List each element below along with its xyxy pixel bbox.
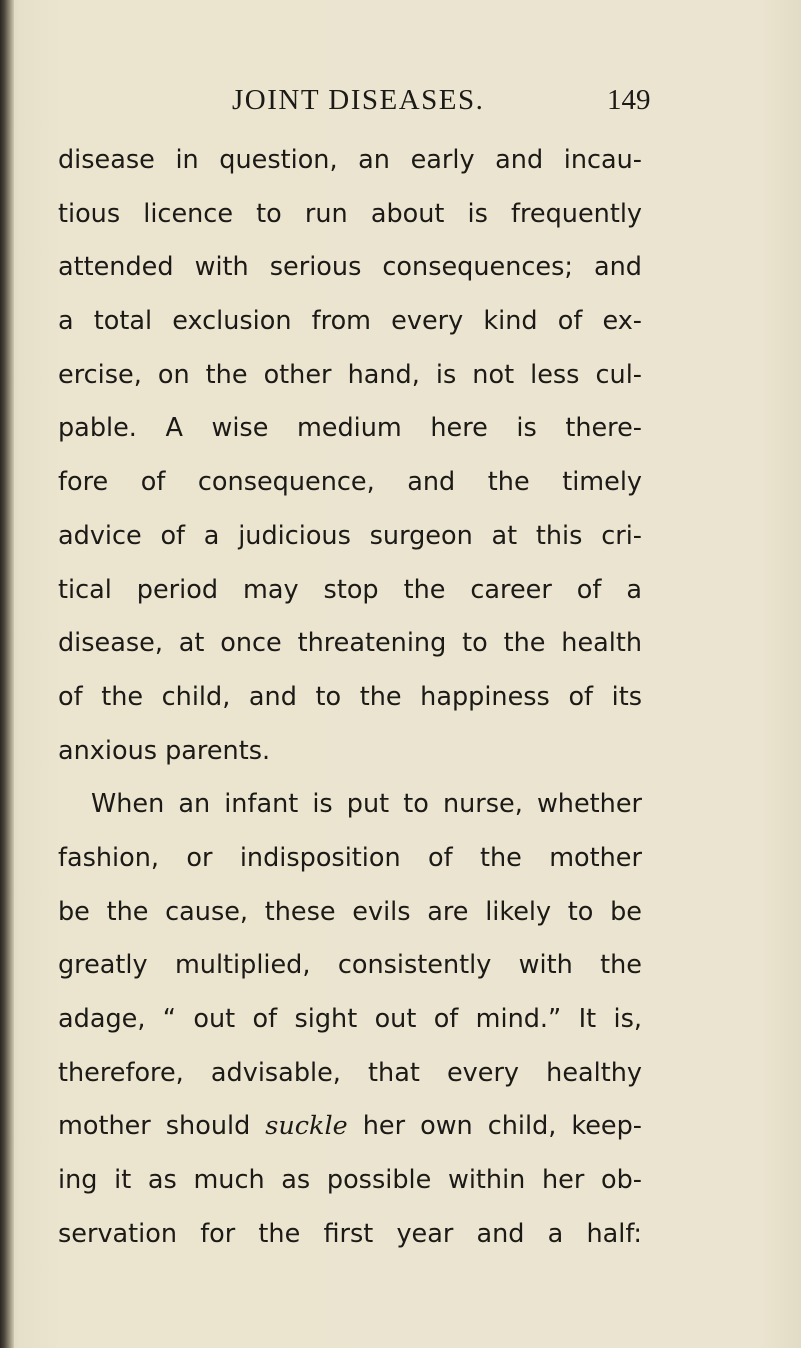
italic-word: suckle [265, 1111, 348, 1142]
page-number: 149 [607, 84, 651, 116]
text-line: adage, “ out of sight out of mind.” It is, [58, 1004, 642, 1034]
text-segment: mother should [58, 1111, 251, 1142]
book-gutter [0, 0, 14, 1348]
text-line: ing it as much as possible within her ob- [58, 1165, 642, 1196]
text-line: disease in question, an early and incau- [58, 145, 642, 175]
text-segment: her own child, keep- [362, 1111, 642, 1142]
text-line: fashion, or indisposition of the mother [58, 842, 642, 873]
text-line: pable. A wise medium here is there- [58, 413, 642, 444]
text-line: a total exclusion from every kind of ex- [58, 306, 642, 337]
text-line: fore of consequence, and the timely [58, 467, 642, 498]
text-line: attended with serious consequences; and [58, 252, 642, 283]
page-header [60, 84, 780, 124]
text-line: therefore, advisable, that every healthy [58, 1057, 642, 1088]
text-line: tious licence to run about is frequently [58, 198, 642, 229]
text-line-with-italic [58, 1100, 642, 1154]
text-line: servation for the first year and a half: [58, 1218, 642, 1249]
text-line: be the cause, these evils are likely to be [58, 896, 642, 927]
text-line: greatly multiplied, consistently with the [58, 950, 642, 981]
text-line-paragraph-start: When an infant is put to nurse, whether [91, 789, 642, 820]
text-line: ercise, on the other hand, is not less cul- [58, 359, 642, 390]
running-head: JOINT DISEASES. [232, 84, 485, 116]
body-text [58, 134, 642, 1261]
text-line: of the child, and to the happiness of its [58, 681, 642, 712]
text-line: disease, at once threatening to the health [58, 628, 642, 659]
text-line-paragraph-end: anxious parents. [58, 735, 271, 766]
text-line: advice of a judicious surgeon at this cri- [58, 520, 642, 551]
text-line: tical period may stop the career of a [58, 574, 642, 605]
